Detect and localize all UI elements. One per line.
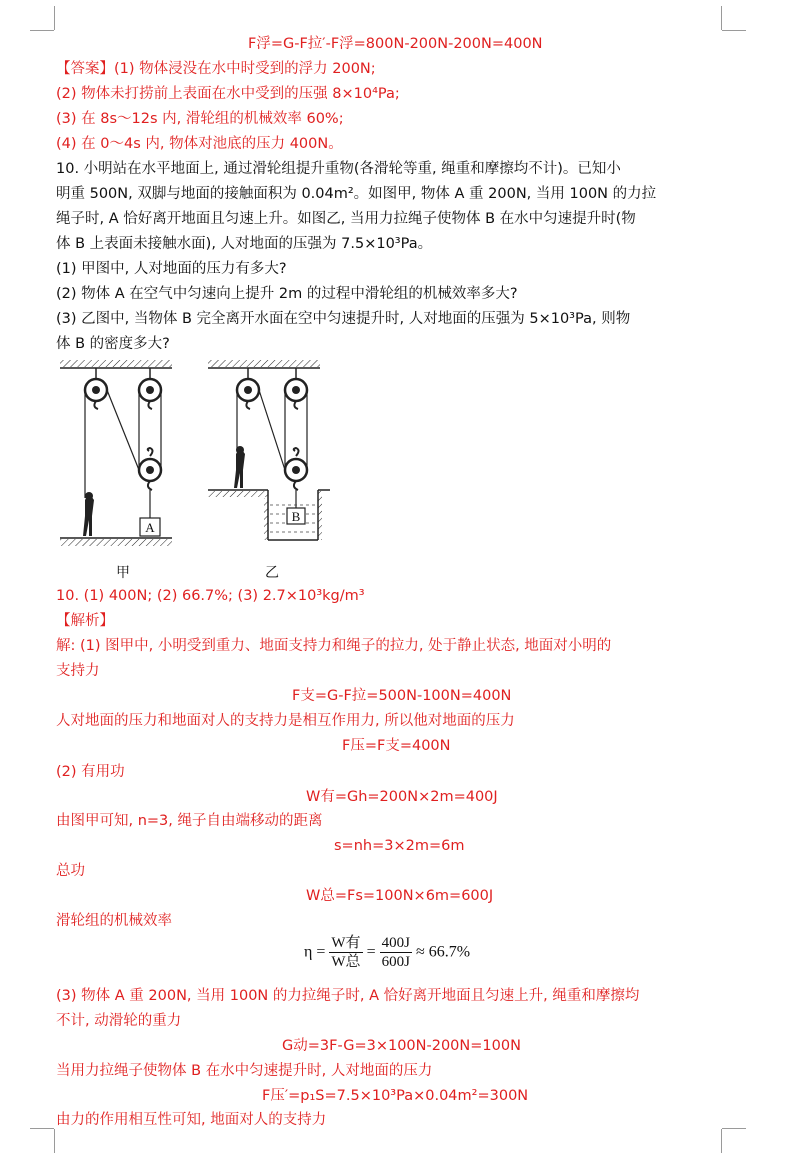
pulley-figure-yi [206,358,331,553]
top-formula: F浮=G-F拉′-F浮=800N-200N-200N=400N [248,36,543,52]
box-b-label: B [291,509,301,524]
answer-line-2: (2) 物体未打捞前上表面在水中受到的压强 8×10⁴Pa; [56,86,400,102]
fraction-values-numerator: 400J [381,935,410,951]
formula-useful-work: W有=Gh=200N×2m=400J [306,789,498,805]
answer-10: 10. (1) 400N; (2) 66.7%; (3) 2.7×10³kg/m³ [56,588,365,604]
figure-label-jia: 甲 [116,565,130,581]
question-10-line-1: 10. 小明站在水平地面上, 通过滑轮组提升重物(各滑轮等重, 绳重和摩擦均不计)。已知小 [56,161,621,177]
solution-line-3: 人对地面的压力和地面对人的支持力是相互作用力, 所以他对地面的压力 [56,713,515,729]
corner-mark-top-left-v [54,6,55,30]
formula-support-force: F支=G-F拉=500N-100N=400N [292,688,512,704]
formula-total-work: W总=Fs=100N×6m=600J [306,888,494,904]
question-10-line-4: 体 B 上表面未接触水面), 人对地面的压强为 7.5×10³Pa。 [56,236,433,252]
figure-label-yi: 乙 [265,565,279,581]
formula-distance: s=nh=3×2m=6m [334,838,465,854]
question-10-part-3: (3) 乙图中, 当物体 B 完全离开水面在空中匀速提升时, 人对地面的压强为 5×10³Pa, 则物 [56,311,631,327]
corner-mark-bottom-left-v [54,1129,55,1153]
solution-line-6: 总功 [56,863,85,879]
question-10-line-2: 明重 500N, 双脚与地面的接触面积为 0.04m²。如图甲, 物体 A 重 200N, 当用 100N 的力拉 [56,186,657,202]
question-10-part-4: 体 B 的密度多大? [56,336,170,352]
solution-line-10: 当用力拉绳子使物体 B 在水中匀速提升时, 人对地面的压力 [56,1063,433,1079]
corner-mark-bottom-left [30,1128,54,1129]
formula-moving-pulley-weight: G动=3F-G=3×100N-200N=100N [282,1038,521,1054]
analysis-tag: 【解析】 [56,613,114,629]
solution-line-5: 由图甲可知, n=3, 绳子自由端移动的距离 [56,813,323,829]
fraction-work-numerator: W有 [331,935,361,951]
solution-line-4: (2) 有用功 [56,764,125,780]
corner-mark-top-left [30,30,54,31]
solution-line-1: 解: (1) 图甲中, 小明受到重力、地面支持力和绳子的拉力, 处于静止状态, 地面对小明的 [56,638,612,654]
fraction-work [329,934,362,971]
answer-1-text: (1) 物体浸没在水中时受到的浮力 200N; [114,61,376,77]
eta-result: ≈ 66.7% [415,943,471,961]
answer-tag: 【答案】 [56,61,114,77]
corner-mark-top-right-v [721,6,722,30]
solution-line-7: 滑轮组的机械效率 [56,913,172,929]
corner-mark-top-right [722,30,746,31]
corner-mark-bottom-right-v [721,1129,722,1153]
fraction-values-denominator: 600J [381,954,410,970]
efficiency-equation [304,934,470,971]
corner-mark-bottom-right [722,1128,746,1129]
fraction-work-denominator: W总 [331,954,361,970]
eta-lhs: η = [304,943,326,961]
question-10-part-2: (2) 物体 A 在空气中匀速向上提升 2m 的过程中滑轮组的机械效率多大? [56,286,518,302]
fraction-values [380,934,412,971]
solution-line-8: (3) 物体 A 重 200N, 当用 100N 的力拉绳子时, A 恰好离开地面且匀速上升, 绳重和摩擦均 [56,988,640,1004]
solution-line-11: 由力的作用相互性可知, 地面对人的支持力 [56,1112,327,1128]
formula-pressure-force: F压=F支=400N [342,738,451,754]
answer-line-1 [56,57,376,81]
question-10-line-3: 绳子时, A 恰好离开地面且匀速上升。如图乙, 当用力拉绳子使物体 B 在水中匀速提升时(物 [56,211,636,227]
question-10-part-1: (1) 甲图中, 人对地面的压力有多大? [56,261,287,277]
answer-line-3: (3) 在 8s～12s 内, 滑轮组的机械效率 60%; [56,111,344,127]
pulley-figure-jia [58,358,178,553]
solution-line-9: 不计, 动滑轮的重力 [56,1013,182,1029]
formula-pressure-force-b: F压′=p₁S=7.5×10³Pa×0.04m²=300N [262,1088,529,1104]
eta-equals: = [366,943,376,961]
box-a-label: A [145,520,155,535]
answer-line-4: (4) 在 0～4s 内, 物体对池底的压力 400N。 [56,136,343,152]
solution-line-2: 支持力 [56,663,100,679]
